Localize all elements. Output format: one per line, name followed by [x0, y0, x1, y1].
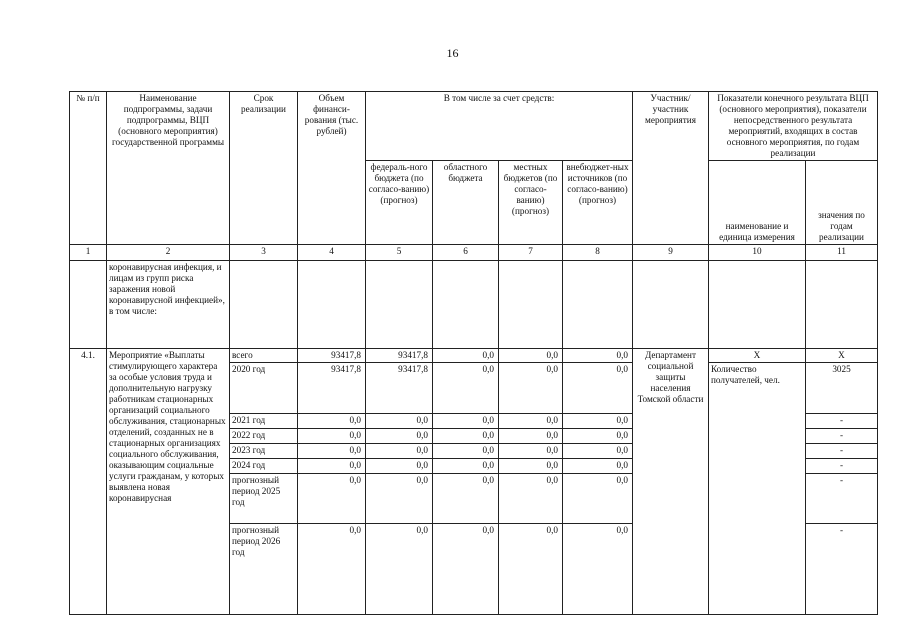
- extra-cell: 0,0: [563, 363, 633, 414]
- federal-cell: 0,0: [366, 429, 433, 444]
- indicator-value-cell: Х: [806, 349, 878, 363]
- col-number: 11: [806, 245, 878, 261]
- col-number: 8: [563, 245, 633, 261]
- header-regional: областного бюджета: [433, 161, 499, 245]
- period-cell: 2022 год: [230, 429, 298, 444]
- indicator-name-cell: Х: [709, 349, 806, 363]
- total-cell: 0,0: [298, 414, 366, 429]
- col-number: 7: [499, 245, 563, 261]
- indicator-value-cell: -: [806, 459, 878, 474]
- item-name: Мероприятие «Выплаты стимулирующего характера за особые условия труда и дополнительную нагрузку работникам стационарных организаций социального обслуживания, стационарных отделений, созданных не в стационарных организациях социального обслуживания, оказывающим социальные услуги гражданам, у которых выявлена новая коронавирусная: [107, 349, 230, 615]
- local-cell: 0,0: [499, 349, 563, 363]
- total-cell: 93417,8: [298, 363, 366, 414]
- local-cell: 0,0: [499, 414, 563, 429]
- indicator-value-cell: -: [806, 414, 878, 429]
- federal-cell: 0,0: [366, 524, 433, 615]
- total-cell: 0,0: [298, 429, 366, 444]
- col-number: 9: [633, 245, 709, 261]
- indicator-value-cell: -: [806, 524, 878, 615]
- period-cell: прогнозный период 2026 год: [230, 524, 298, 615]
- period-cell: прогнозный период 2025 год: [230, 474, 298, 524]
- local-cell: 0,0: [499, 429, 563, 444]
- header-indicator-values: значения по годам реализации: [806, 161, 878, 245]
- total-cell: 0,0: [298, 444, 366, 459]
- period-cell: 2021 год: [230, 414, 298, 429]
- header-federal: федераль-ного бюджета (по согласо-ванию) (прогноз): [366, 161, 433, 245]
- continuation-text: коронавирусная инфекция, и лицам из групп риска заражения новой коронавирусной инфекцией», в том числе:: [107, 261, 230, 349]
- header-number: № п/п: [70, 92, 107, 245]
- extra-cell: 0,0: [563, 474, 633, 524]
- total-cell: 93417,8: [298, 349, 366, 363]
- col-number: 5: [366, 245, 433, 261]
- federal-cell: 93417,8: [366, 349, 433, 363]
- period-cell: 2020 год: [230, 363, 298, 414]
- header-volume: Объем финанси-рования (тыс. рублей): [298, 92, 366, 245]
- indicator-value-cell: 3025: [806, 363, 878, 414]
- item-number: 4.1.: [70, 349, 107, 615]
- extra-cell: 0,0: [563, 444, 633, 459]
- period-cell: всего: [230, 349, 298, 363]
- local-cell: 0,0: [499, 524, 563, 615]
- col-number: 3: [230, 245, 298, 261]
- total-cell: 0,0: [298, 524, 366, 615]
- federal-cell: 0,0: [366, 444, 433, 459]
- local-cell: 0,0: [499, 444, 563, 459]
- header-extrabudget: внебюджет-ных источников (по согласо-ванию) (прогноз): [563, 161, 633, 245]
- local-cell: 0,0: [499, 363, 563, 414]
- extra-cell: 0,0: [563, 414, 633, 429]
- federal-cell: 93417,8: [366, 363, 433, 414]
- indicator-name-cell: Количество получателей, чел.: [709, 363, 806, 615]
- header-indicator-name: наименование и единица измерения: [709, 161, 806, 245]
- header-indicators-group: Показатели конечного результата ВЦП (основного мероприятия), показатели непосредственного результата мероприятий, входящих в состав основного мероприятия, по годам реализации: [709, 92, 878, 161]
- indicator-value-cell: -: [806, 444, 878, 459]
- header-funds-group: В том числе за счет средств:: [366, 92, 633, 161]
- total-cell: 0,0: [298, 459, 366, 474]
- federal-cell: 0,0: [366, 474, 433, 524]
- regional-cell: 0,0: [433, 414, 499, 429]
- header-period: Срок реализации: [230, 92, 298, 245]
- extra-cell: 0,0: [563, 524, 633, 615]
- col-number: 1: [70, 245, 107, 261]
- period-cell: 2024 год: [230, 459, 298, 474]
- col-number: 6: [433, 245, 499, 261]
- regional-cell: 0,0: [433, 459, 499, 474]
- extra-cell: 0,0: [563, 459, 633, 474]
- participant-cell: Департамент социальной защиты населения Томской области: [633, 349, 709, 615]
- header-participant: Участник/ участник мероприятия: [633, 92, 709, 245]
- program-table: [69, 91, 878, 615]
- federal-cell: 0,0: [366, 459, 433, 474]
- extra-cell: 0,0: [563, 349, 633, 363]
- local-cell: 0,0: [499, 459, 563, 474]
- col-number: 10: [709, 245, 806, 261]
- col-number: 2: [107, 245, 230, 261]
- federal-cell: 0,0: [366, 414, 433, 429]
- header-name: Наименование подпрограммы, задачи подпрограммы, ВЦП (основного мероприятия) государственной программы: [107, 92, 230, 245]
- regional-cell: 0,0: [433, 524, 499, 615]
- indicator-value-cell: -: [806, 474, 878, 524]
- indicator-value-cell: -: [806, 429, 878, 444]
- local-cell: 0,0: [499, 474, 563, 524]
- regional-cell: 0,0: [433, 474, 499, 524]
- extra-cell: 0,0: [563, 429, 633, 444]
- period-cell: 2023 год: [230, 444, 298, 459]
- total-cell: 0,0: [298, 474, 366, 524]
- regional-cell: 0,0: [433, 444, 499, 459]
- page-number: 16: [446, 46, 459, 60]
- regional-cell: 0,0: [433, 429, 499, 444]
- header-local: местных бюджетов (по согласо-ванию) (прогноз): [499, 161, 563, 245]
- col-number: 4: [298, 245, 366, 261]
- regional-cell: 0,0: [433, 363, 499, 414]
- regional-cell: 0,0: [433, 349, 499, 363]
